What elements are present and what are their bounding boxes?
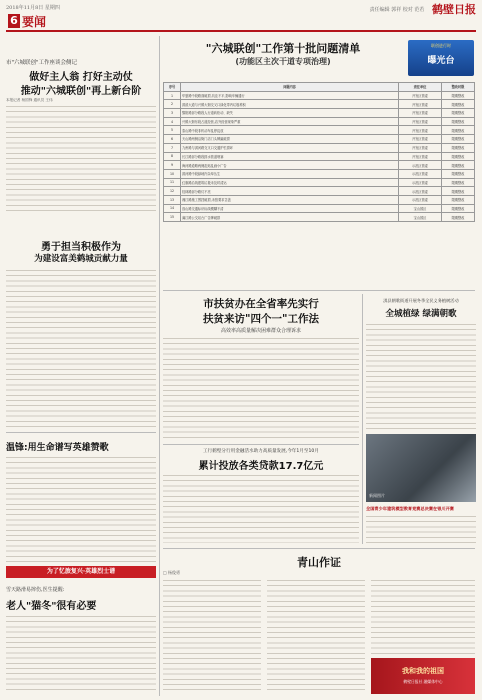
right-caption-text (366, 514, 476, 544)
issue-index-cell: 14 (164, 204, 181, 213)
issue-index-cell: 7 (164, 143, 181, 152)
issue-unit-cell: 示范区管委 (399, 161, 442, 170)
issue-table-row (164, 161, 475, 170)
bottom-divider (163, 548, 475, 549)
issue-content-cell: 兴鹤大街东段占道经营,店外经营现象严重 (181, 117, 399, 126)
issue-index-cell: 10 (164, 169, 181, 178)
editor-line: 责任编辑 郭祥 校对 范若 (369, 6, 425, 13)
col-header-index: 序号 (164, 83, 181, 92)
issue-deadline-cell: 限期整改 (442, 109, 475, 118)
issue-unit-cell: 开发区管委 (399, 109, 442, 118)
issue-table-row (164, 126, 475, 135)
issue-unit-cell: 开发区管委 (399, 91, 442, 100)
issue-index-cell: 9 (164, 161, 181, 170)
mid-story2-kicker: 工行鹤壁分行用金融活水助力高质量发展,今年1月至10月 (203, 449, 319, 454)
left-kicker: 市"六城联创"工作座谈会侧记 (6, 60, 78, 66)
exposure-badge-label: 曝光台 (427, 56, 455, 66)
issue-index-cell: 11 (164, 178, 181, 187)
issue-table-row (164, 187, 475, 196)
bottom-article-col-1 (163, 578, 261, 694)
heroes-banner: 为了忆旅复兴·英雄烈士谱 (6, 566, 156, 578)
bottom-byline: □ 杨俊勇 (163, 570, 181, 575)
issue-index-cell: 8 (164, 152, 181, 161)
page-topbar (6, 1, 476, 15)
right-headline: 全城植绿 绿满朝歌 (385, 309, 457, 319)
mid-story2-headline: 累计投放各类贷款17.7亿元 (198, 461, 324, 472)
left-article-1 (6, 104, 156, 214)
issue-table-body (164, 91, 475, 221)
issue-content-cell: 桂林路部分路灯不亮 (181, 187, 399, 196)
left-headline-1: 做好主人翁 打好主动仗 (29, 72, 133, 83)
issue-deadline-cell: 限期整改 (442, 213, 475, 222)
issue-index-cell: 6 (164, 135, 181, 144)
issue-unit-cell: 示范区管委 (399, 195, 442, 204)
section-title: 要闻 (22, 15, 47, 29)
mid-article-1 (163, 336, 359, 442)
issue-unit-cell: 开发区管委 (399, 100, 442, 109)
column-divider-left (159, 36, 160, 696)
issue-content-cell: 黎阳路部分路段人行道砖松动、缺失 (181, 109, 399, 118)
issue-content-cell: 湘江路施工围挡破损,未按要求苫盖 (181, 195, 399, 204)
news-photo (366, 434, 476, 502)
issue-deadline-cell: 限期整改 (442, 91, 475, 100)
issue-content-cell: 长江路部分路段排水管道堵塞 (181, 152, 399, 161)
issue-unit-cell: 示范区管委 (399, 169, 442, 178)
left-byline: 本报记者 杨国锋 通讯员 王伟 (6, 98, 53, 102)
issue-deadline-cell: 限期整改 (442, 187, 475, 196)
issue-index-cell: 4 (164, 117, 181, 126)
left-story2-headline-1: 勇于担当积极作为 (41, 242, 121, 253)
issue-table-row (164, 178, 475, 187)
column-divider-right (362, 294, 363, 544)
col-header-unit: 责任单位 (399, 83, 442, 92)
left-article-3 (6, 455, 156, 563)
issue-index-cell: 3 (164, 109, 181, 118)
feature-headline: "六城联创"工作第十批问题清单 (205, 42, 361, 55)
left-story4-headline: 老人"猫冬"很有必要 (6, 601, 97, 612)
issue-content-cell: 淇滨大道与兴鹤大街交叉口绿化带内垃圾堆积 (181, 100, 399, 109)
issue-deadline-cell: 限期整改 (442, 143, 475, 152)
bottom-article-col-3 (371, 578, 475, 654)
issue-content-cell: 嵩山路交通标识标线模糊不清 (181, 204, 399, 213)
bottom-headline: 青山作证 (297, 556, 341, 569)
issue-deadline-cell: 限期整改 (442, 169, 475, 178)
feature-subheadline: (功能区主次干道专项治理) (235, 57, 331, 66)
mid-headline-2: 扶贫来访"四个一"工作法 (203, 313, 319, 325)
mid-subheadline: 高效率高质量解决困难群众合理诉求 (220, 328, 301, 334)
news-photo-caption: 全国青少年建筑模型教育竞赛总决赛在银川开赛 (366, 506, 454, 511)
issue-table-row (164, 152, 475, 161)
masthead-logo: 鹤壁日报 (432, 3, 476, 16)
left-story2-headline-2: 为建设富美鹤城贡献力量 (34, 254, 128, 264)
mid-headline-1: 市扶贫办在全省率先实行 (203, 298, 319, 310)
issue-table-row (164, 195, 475, 204)
issue-deadline-cell: 限期整改 (442, 126, 475, 135)
issue-deadline-cell: 限期整改 (442, 204, 475, 213)
issue-table-row (164, 91, 475, 100)
issue-table-row (164, 169, 475, 178)
issue-content-cell: 泰山路中段非机动车乱停乱放 (181, 126, 399, 135)
left-story3-headline: 温锋:用生命谱写英雄赞歌 (6, 443, 109, 453)
issue-table-row (164, 213, 475, 222)
issue-table-header-row (164, 83, 475, 92)
issue-content-cell: 华夏路中段路面破损,坑洼不平,影响车辆通行 (181, 91, 399, 100)
issue-unit-cell: 开发区管委 (399, 117, 442, 126)
right-article (366, 322, 476, 430)
left-article-4 (6, 614, 156, 694)
issue-index-cell: 5 (164, 126, 181, 135)
issue-unit-cell: 示范区管委 (399, 178, 442, 187)
issue-table-row (164, 100, 475, 109)
issue-table-row (164, 143, 475, 152)
issue-content-cell: 海河路道路两侧乱贴乱画小广告 (181, 161, 399, 170)
mid-divider (163, 444, 359, 445)
issue-table-row (164, 135, 475, 144)
bottom-ad-title: 我和我的祖国 (402, 666, 444, 675)
issue-deadline-cell: 限期整改 (442, 152, 475, 161)
issue-date: 2018年11月8日 星期四 (6, 5, 60, 11)
col-header-content: 问题内容 (181, 83, 399, 92)
news-photo-label: 新闻图片 (369, 493, 385, 498)
page-number: 6 (8, 14, 20, 28)
issue-unit-cell: 开发区管委 (399, 143, 442, 152)
left-article-2 (6, 268, 156, 428)
header-rule (6, 30, 476, 32)
masthead-area (370, 1, 476, 17)
bottom-ad-subtitle: 鹤壁日报社 融媒体中心 (403, 679, 443, 684)
right-kicker: 淇县朝歌街道开展冬季全民义务植树活动 (383, 298, 459, 303)
left-headline-2: 推动"六城联创"再上新台阶 (20, 86, 142, 97)
issue-unit-cell: 开发区管委 (399, 135, 442, 144)
issue-content-cell: 天山路两侧沿街门店门头牌匾破损 (181, 135, 399, 144)
issue-content-cell: 红旗路沿线建筑垃圾未及时清运 (181, 178, 399, 187)
issue-index-cell: 13 (164, 195, 181, 204)
issue-content-cell: 漓江路公交站台广告牌破损 (181, 213, 399, 222)
issue-deadline-cell: 限期整改 (442, 135, 475, 144)
issue-index-cell: 1 (164, 91, 181, 100)
issue-deadline-cell: 限期整改 (442, 117, 475, 126)
issue-unit-cell: 开发区管委 (399, 126, 442, 135)
table-bottom-rule (163, 290, 475, 291)
issue-deadline-cell: 限期整改 (442, 161, 475, 170)
issue-table-wrapper (163, 82, 475, 222)
issue-table-row (164, 117, 475, 126)
issue-unit-cell: 示范区管委 (399, 187, 442, 196)
issue-content-cell: 淇河路中段绿地内杂草丛生 (181, 169, 399, 178)
issue-deadline-cell: 限期整改 (442, 178, 475, 187)
left-story4-kicker: 雪天路滑易摔伤,医生提醒: (6, 587, 65, 593)
issue-content-cell: 九州路与淇河路交叉口交通护栏损坏 (181, 143, 399, 152)
issue-deadline-cell: 限期整改 (442, 100, 475, 109)
col-header-deadline: 整改时限 (442, 83, 475, 92)
issue-deadline-cell: 限期整改 (442, 195, 475, 204)
exposure-badge (408, 40, 474, 76)
mid-article-2 (163, 473, 359, 543)
issue-table-row (164, 204, 475, 213)
exposure-badge-small: 联创进行时 (431, 43, 451, 48)
issue-unit-cell: 宝山园区 (399, 204, 442, 213)
issue-index-cell: 2 (164, 100, 181, 109)
issue-index-cell: 15 (164, 213, 181, 222)
bottom-article-col-2 (267, 578, 365, 694)
issue-unit-cell: 开发区管委 (399, 152, 442, 161)
left-divider-1 (6, 432, 156, 433)
issue-table-row (164, 109, 475, 118)
bottom-ad (371, 658, 475, 694)
issue-unit-cell: 宝山园区 (399, 213, 442, 222)
issue-table (163, 82, 475, 222)
issue-index-cell: 12 (164, 187, 181, 196)
